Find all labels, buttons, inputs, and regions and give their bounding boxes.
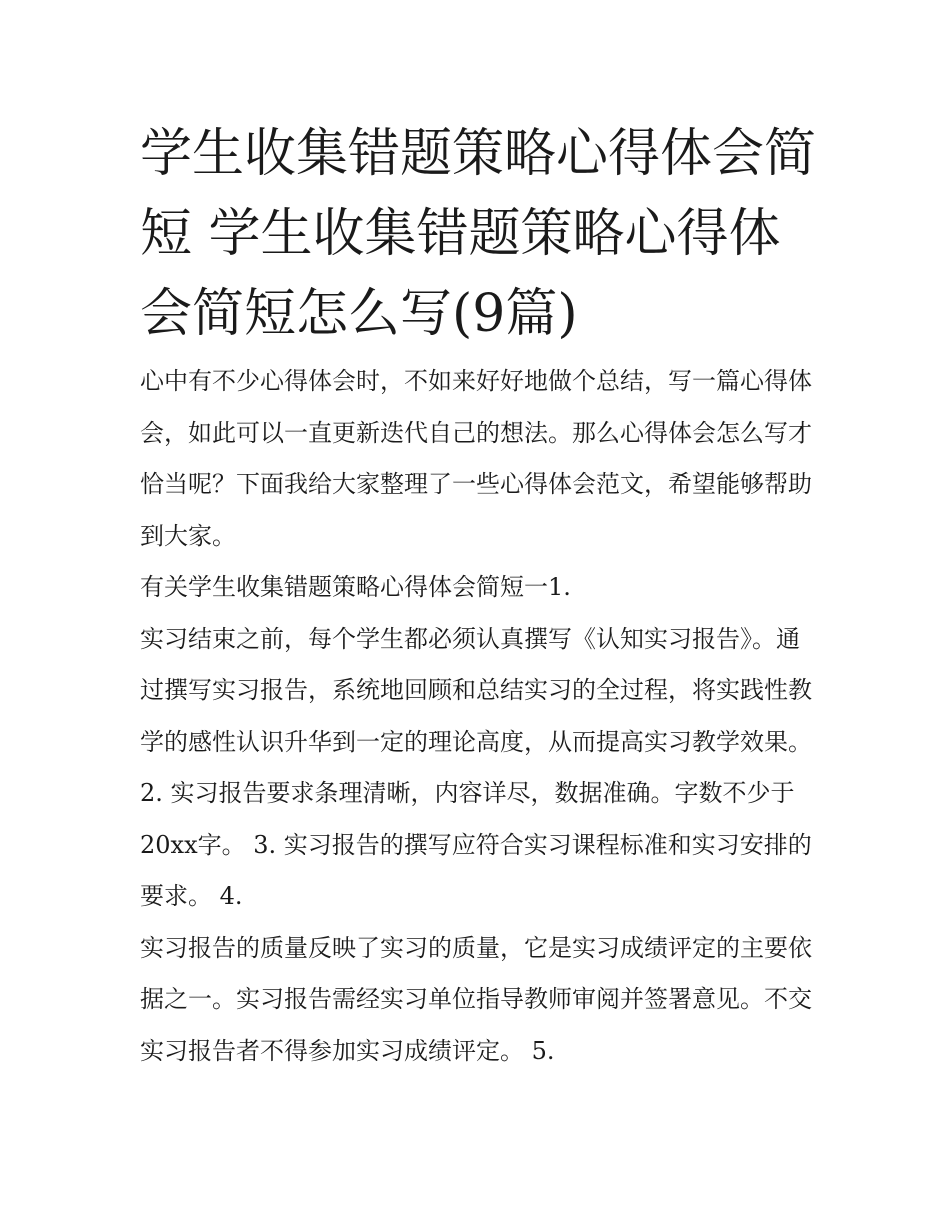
document-title: 学生收集错题策略心得体会简短 学生收集错题策略心得体会简短怎么写(9篇) <box>140 124 817 344</box>
paragraph-section-heading: 有关学生收集错题策略心得体会简短一1. <box>140 573 571 601</box>
document-body <box>140 356 820 1077</box>
paragraph-items-2-4: 2. 实习报告要求条理清晰，内容详尽，数据准确。字数不少于20xx字。 3. 实习报告的撰写应符合实习课程标准和实习安排的要求。 4. <box>140 779 812 910</box>
paragraph-item-1: 实习结束之前，每个学生都必须认真撰写《认知实习报告》。通过撰写实习报告，系统地回顾和总结实习的全过程，将实践性教学的感性认识升华到一定的理论高度，从而提高实习教学效果。 <box>140 624 812 756</box>
paragraph-intro: 心中有不少心得体会时，不如来好好地做个总结，写一篇心得体会，如此可以一直更新迭代自己的想法。那么心得体会怎么写才恰当呢？下面我给大家整理了一些心得体会范文，希望能够帮助到大家。 <box>140 367 812 550</box>
paragraph-item-4-5: 实习报告的质量反映了实习的质量，它是实习成绩评定的主要依据之一。实习报告需经实习单位指导教师审阅并签署意见。不交实习报告者不得参加实习成绩评定。 5. <box>140 933 812 1065</box>
